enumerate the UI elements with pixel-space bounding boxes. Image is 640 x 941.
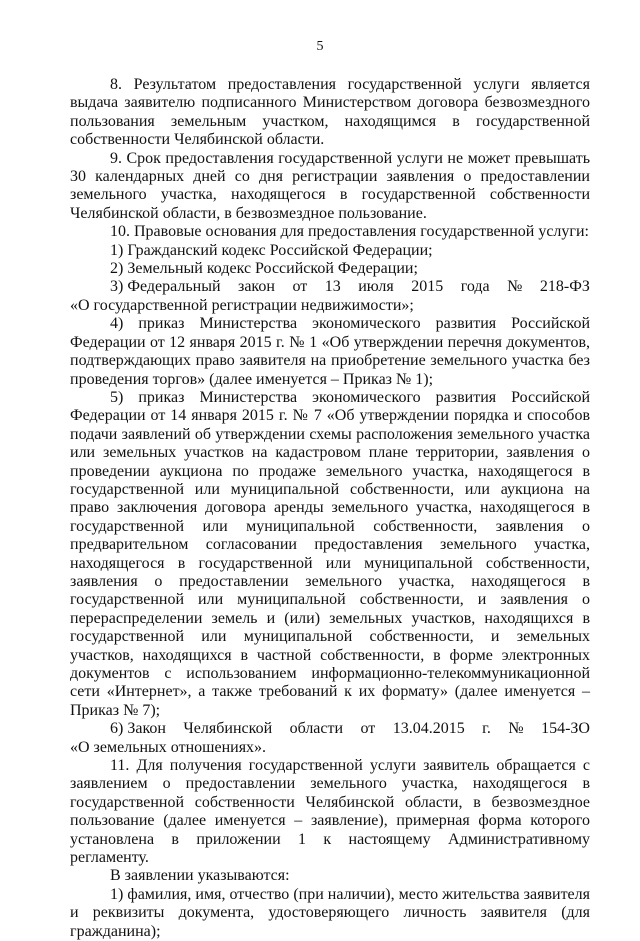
word: 13 [324, 278, 341, 296]
legal-basis-item-1: 1) Гражданский кодекс Российской Федерации; [110, 241, 433, 259]
paragraph-10: 10. Правовые основания для предоставления государственной услуги: [110, 223, 589, 241]
page-number: 5 [316, 39, 324, 54]
word: от [360, 720, 376, 738]
paragraph-11: 11. Для получения государственной услуги заявитель обращается с заявлением о предоставлении земельного участка, находящегося в государственной собственности Челябинской области, в безвозмездное пользование (далее именуется – заявление), примерная форма которого установлена в приложении 1 к настоящему Административному регламенту. [70, 757, 590, 867]
word: № [507, 278, 523, 296]
word: Челябинской [183, 720, 273, 738]
word: 218-ФЗ [539, 278, 590, 296]
paragraph-8: 8. Результатом предоставления государственной услуги является выдача заявителю подписанного Министерством договора безвозмездного пользования земельным участком, находящимся в государственной собственности Челябинской области. [70, 76, 590, 149]
word: 3) Федеральный [110, 278, 221, 296]
legal-basis-item-3-line-2: «О государственной регистрации недвижимости»; [70, 296, 414, 314]
word: от [292, 278, 308, 296]
word: 154-ЗО [541, 720, 590, 738]
word: июля [358, 278, 394, 296]
legal-basis-item-2: 2) Земельный кодекс Российской Федерации; [110, 260, 418, 278]
word: 6) Закон [110, 720, 166, 738]
word: года [460, 278, 490, 296]
word: г. [482, 720, 491, 738]
word: закон [238, 278, 275, 296]
application-contents-intro: В заявлении указываются: [110, 867, 290, 885]
paragraph-9: 9. Срок предоставления государственной услуги не может превышать 30 календарных дней со дня регистрации заявления о предоставлении земельного участка, находящегося в государственной собственности Челябинской области, в безвозмездное пользование. [70, 149, 590, 222]
legal-basis-item-5: 5) приказ Министерства экономического развития Российской Федерации от 14 января 2015 г. № 7 «Об утверждении порядка и способов подачи заявлений об утверждении схемы расположения земельного участка или земельных участков на кадастровом плане территории, заявления о проведении аукциона по продаже земельного участка, находящегося в государственной или муниципальной собственности, или аукциона на право заключения договора аренды земельного участка, находящегося в государственной или муниципальной собственности, заявления о предварительном согласовании предоставления земельного участка, находящегося в государственной или муниципальной собственности, заявления о предоставлении земельного участка, находящегося в государственной или муниципальной собственности, и заявления о перераспределении земель и (или) земельных участков, находящихся в государственной или муниципальной собственности, и земельных участков, находящихся в частной собственности, в форме электронных документов с использованием информационно-телекоммуникационной сети «Интернет», а также требований к их формату» (далее именуется – Приказ № 7); [70, 388, 590, 719]
legal-basis-item-6-line-2: «О земельных отношениях». [70, 738, 267, 756]
document-body [70, 76, 590, 941]
legal-basis-item-3-line-1 [70, 278, 590, 296]
legal-basis-item-4: 4) приказ Министерства экономического развития Российской Федерации от 12 января 2015 г. № 1 «Об утверждении перечня документов, подтверждающих право заявителя на приобретение земельного участка без проведения торгов» (далее именуется – Приказ № 1); [70, 315, 590, 388]
word: области [289, 720, 344, 738]
word: № [508, 720, 524, 738]
word: 13.04.2015 [392, 720, 465, 738]
legal-basis-item-6-line-1 [70, 720, 590, 738]
word: 2015 [411, 278, 444, 296]
application-contents-item-1: 1) фамилия, имя, отчество (при наличии), место жительства заявителя и реквизиты документа, удостоверяющего личность заявителя (для гражданина); [70, 885, 590, 940]
